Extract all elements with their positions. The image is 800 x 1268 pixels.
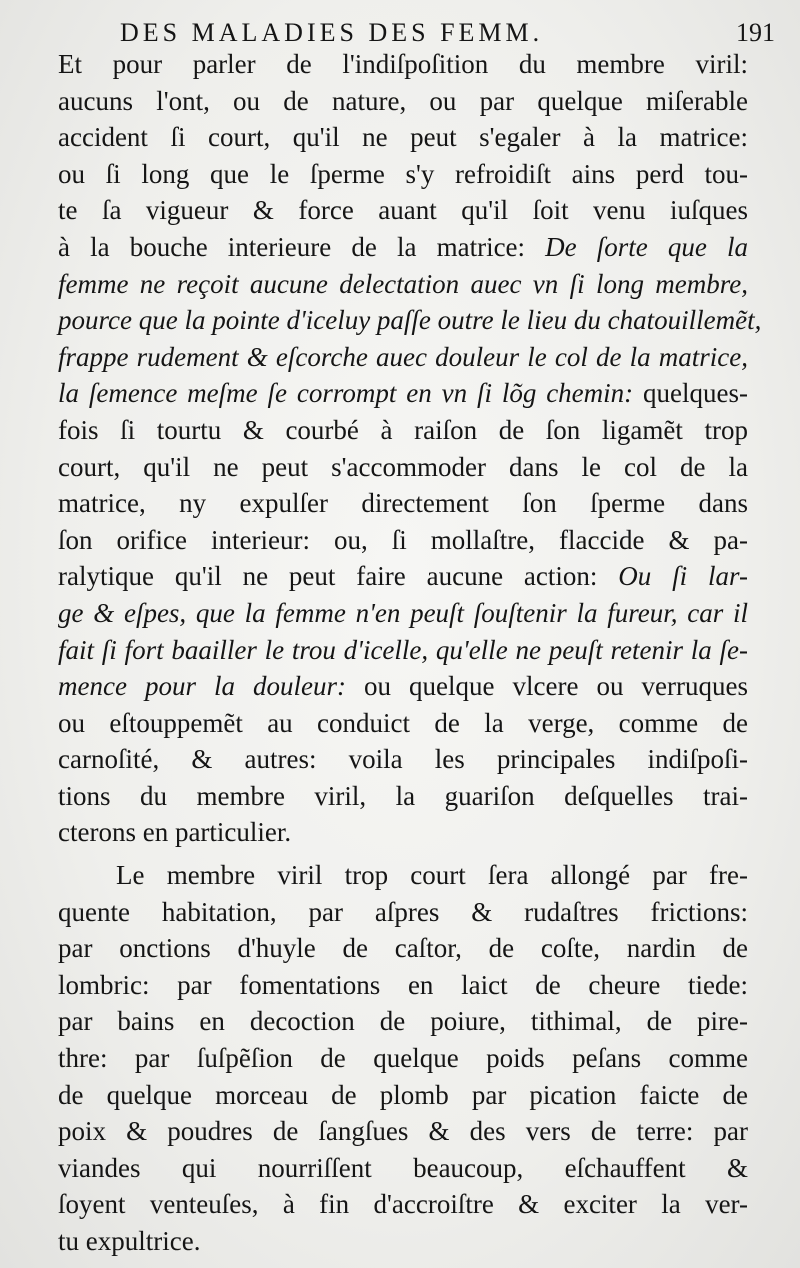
text-line: fois ſi tourtu & courbé à raiſon de ſon ligamẽt trop [58, 414, 748, 445]
italic-line: frappe rudement & eſcorche auec douleur le col de la matrice, [58, 341, 748, 372]
text-line: carnoſité, & autres: voila les principales indiſpoſi- [58, 744, 748, 775]
text-line: thre: par ſuſpẽſion de quelque poids peſans comme [58, 1043, 748, 1074]
text-line: lombric: par fomentations en laict de cheure tiede: [58, 969, 748, 1000]
italic-line: femme ne reçoit aucune delectation auec vn ſi long membre, [58, 268, 748, 299]
text-line: viandes qui nourriſſent beaucoup, eſchauffent & [58, 1152, 748, 1183]
text-line: court, qu'il ne peut s'accommoder dans le col de la [58, 451, 748, 482]
running-header [120, 18, 775, 48]
italic-segment: la ſemence meſme ſe corrompt en vn ſi lõg chemin: [58, 378, 634, 409]
text-line: cterons en particulier. [58, 817, 292, 848]
italic-line: ge & eſpes, que la femme n'en peuſt ſouſtenir la fureur, car il [58, 597, 748, 628]
text-line: de quelque morceau de plomb par pication faicte de [58, 1079, 748, 1110]
text-line: ſon orifice interieur: ou, ſi mollaſtre, flaccide & pa- [58, 524, 748, 555]
text-line [58, 375, 748, 412]
italic-line: pource que la pointe d'iceluy paſſe outre le lieu du chatouillemẽt, [58, 305, 762, 336]
text-line: tions du membre viril, la guariſon deſquelles trai- [58, 780, 748, 811]
italic-segment: Ou ſi lar- [618, 561, 748, 592]
body-text [58, 46, 762, 1260]
text-segment: à la bouche interieure de la matrice: [58, 231, 546, 262]
text-line: accident ſi court, qu'il ne peut s'egaler à la matrice: [58, 122, 748, 153]
text-line: par onctions d'huyle de caſtor, de coſte, nardin de [58, 933, 748, 964]
page-number: 191 [736, 18, 775, 47]
text-segment: ralytique qu'il ne peut faire aucune action: [58, 561, 619, 592]
text-line [58, 668, 748, 705]
text-line: quente habitation, par aſpres & rudaſtres frictions: [58, 896, 748, 927]
text-line: Et pour parler de l'indiſpoſition du membre viril: [58, 49, 748, 79]
text-line: Le membre viril trop court ſera allongé par fre- [116, 860, 748, 891]
running-title: DES MALADIES DES FEMM. [120, 18, 544, 47]
text-line: poix & poudres de ſangſues & des vers de terre: par [58, 1116, 748, 1147]
text-line: aucuns l'ont, ou de nature, ou par quelque miſerable [58, 85, 748, 116]
text-line: tu expultrice. [58, 1226, 201, 1256]
text-line [58, 558, 748, 595]
italic-segment: De ſorte que la [545, 231, 749, 262]
text-line: ou ſi long que le ſperme s'y refroidiſt ains perd tou- [58, 158, 748, 189]
text-line: par bains en decoction de poiure, tithimal, de pire- [58, 1006, 748, 1037]
text-line: ou eſtouppemẽt au conduict de la verge, comme de [58, 707, 748, 738]
text-line: ſoyent venteuſes, à fin d'accroiſtre & exciter la ver- [58, 1189, 748, 1220]
italic-segment: mence pour la douleur: [58, 671, 347, 702]
text-line: matrice, ny expulſer directement ſon ſperme dans [58, 488, 748, 519]
text-segment: ou quelque vlcere ou verruques [346, 671, 748, 702]
text-segment: quelques- [633, 378, 748, 409]
text-line [58, 229, 748, 266]
italic-line: fait ſi fort baailler le trou d'icelle, qu'elle ne peuſt retenir la ſe- [58, 634, 748, 665]
text-line: te ſa vigueur & force auant qu'il ſoit venu iuſques [58, 195, 748, 226]
